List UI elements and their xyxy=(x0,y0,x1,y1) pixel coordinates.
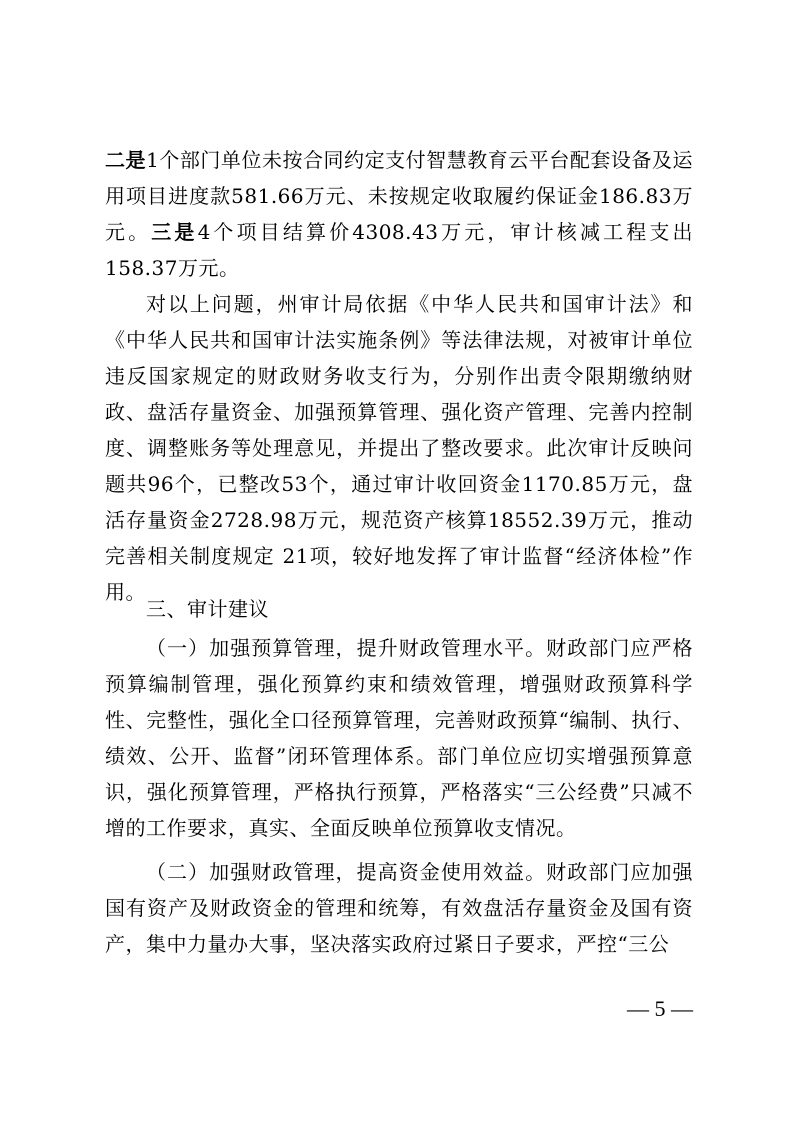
paragraph-audit-handling: 对以上问题，州审计局依据《中华人民共和国审计法》和《中华人民共和国审计法实施条例》等法律法规，对被审计单位违反国家规定的财政财务收支行为，分别作出责令限期缴纳财政、盘活存量资金、加强预算管理、强化资产管理、完善内控制度、调整账务等处理意见，并提出了整改要求。此次审计反映问题共96个，已整改53个，通过审计收回资金1170.85万元，盘活存量资金2728.98万元，规范资产核算18552.39万元，推动完善相关制度规定 21项，较好地发挥了审计监督“经济体检”作用。 xyxy=(105,292,693,604)
paragraph-findings-continued xyxy=(105,142,693,286)
bold-lead-three: 三是 xyxy=(151,220,198,244)
paragraph-text: 1个部门单位未按合同约定支付智慧教育云平台配套设备及运用项目进度款581.66万元、未按规定收取履约保证金186.83万元。 xyxy=(105,148,693,244)
bold-lead-two: 二是 xyxy=(105,148,147,172)
paragraph-suggestion-one: （一）加强预算管理，提升财政管理水平。财政部门应严格预算编制管理，强化预算约束和绩效管理，增强财政预算科学性、完整性，强化全口径预算管理，完善财政预算“编制、执行、绩效、公开、监督”闭环管理体系。部门单位应切实增强预算意识，强化预算管理，严格执行预算，严格落实“三公经费”只减不增的工作要求，真实、全面反映单位预算收支情况。 xyxy=(105,636,693,840)
page-number: — 5 — xyxy=(627,996,693,1021)
section-heading-audit-suggestions: 三、审计建议 xyxy=(146,597,269,621)
paragraph-suggestion-two: （二）加强财政管理，提高资金使用效益。财政部门应加强国有资产及财政资金的管理和统筹，有效盘活存量资金及国有资产，集中力量办大事，坚决落实政府过紧日子要求，严控“三公 xyxy=(105,860,693,956)
paragraph-text: 4个项目结算价4308.43万元，审计核减工程支出158.37万元。 xyxy=(105,220,693,280)
